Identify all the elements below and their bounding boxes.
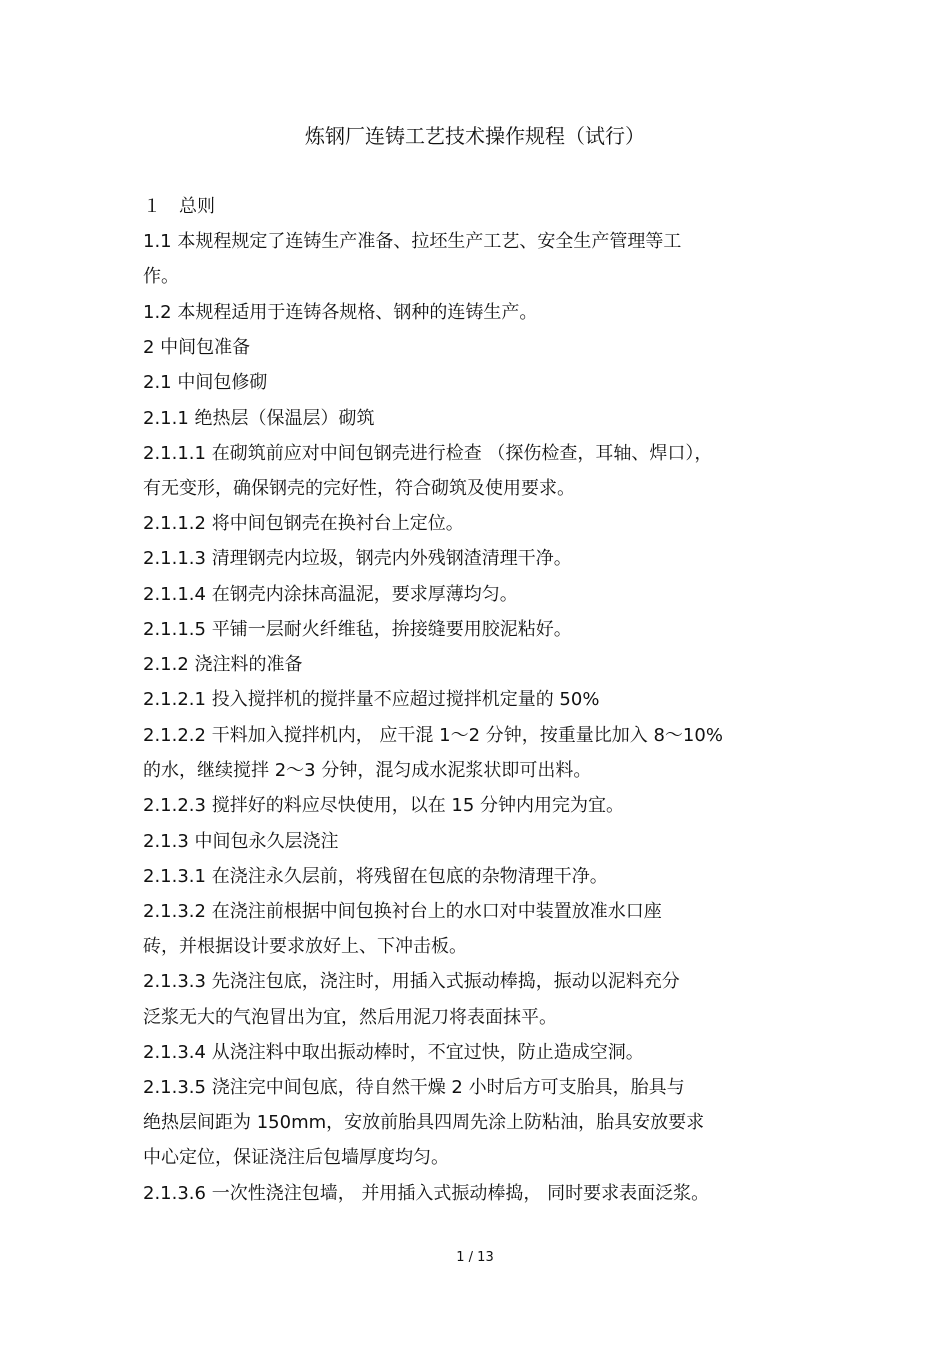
text-line: 2.1.2.1 投入搅拌机的搅拌量不应超过搅拌机定量的 50% (143, 689, 600, 710)
text-line: 2.1.3.5 浇注完中间包底，待自然干燥 2 小时后方可支胎具，胎具与 (143, 1077, 685, 1098)
text-line: 2.1.2.3 搅拌好的料应尽快使用，以在 15 分钟内用完为宜。 (143, 795, 625, 816)
text-line: 2.1.1.1 在砌筑前应对中间包钢壳进行检查 （探伤检查，耳轴、焊口）， (143, 443, 713, 464)
text-line: 2.1.1.5 平铺一层耐火纤维毡，拚接缝要用胶泥粘好。 (143, 619, 572, 640)
text-line: 2.1.1.3 清理钢壳内垃圾，钢壳内外残钢渣清理干净。 (143, 548, 572, 569)
text-line: 2.1.1.4 在钢壳内涂抹高温泥，要求厚薄均匀。 (143, 584, 518, 605)
text-line: 2.1 中间包修砌 (143, 372, 268, 393)
text-line: 1.2 本规程适用于连铸各规格、钢种的连铸生产。 (143, 302, 538, 323)
text-line: 2.1.3 中间包永久层浇注 (143, 831, 339, 852)
text-line: 2.1.3.3 先浇注包底，浇注时，用插入式振动棒捣，振动以泥料充分 (143, 971, 680, 992)
text-line: 2.1.3.4 从浇注料中取出振动棒时，不宜过快，防止造成空洞。 (143, 1042, 644, 1063)
text-line: 绝热层间距为 150mm，安放前胎具四周先涂上防粘油，胎具安放要求 (143, 1112, 705, 1133)
text-line: 的水，继续搅拌 2～3 分钟，混匀成水泥浆状即可出料。 (143, 760, 592, 781)
page-title: 炼钢厂连铸工艺技术操作规程（试行） (305, 124, 645, 148)
text-line: 2.1.2.2 干料加入搅拌机内， 应干混 1～2 分钟，按重量比加入 8～10% (143, 725, 723, 746)
text-line: 砖，并根据设计要求放好上、下冲击板。 (143, 936, 467, 957)
text-line: 2.1.1 绝热层（保温层）砌筑 (143, 408, 375, 429)
text-line: 2.1.3.1 在浇注永久层前，将残留在包底的杂物清理干净。 (143, 866, 608, 887)
text-line: 2 中间包准备 (143, 337, 251, 358)
text-line: 有无变形，确保钢壳的完好性，符合砌筑及使用要求。 (143, 478, 575, 499)
page-number: 1 / 13 (456, 1250, 494, 1265)
text-line: 2.1.2 浇注料的准备 (143, 654, 303, 675)
text-line: 2.1.1.2 将中间包钢壳在换衬台上定位。 (143, 513, 464, 534)
text-line: 2.1.3.6 一次性浇注包墙， 并用插入式振动棒捣， 同时要求表面泛浆。 (143, 1183, 710, 1204)
text-line: 1.1 本规程规定了连铸生产准备、拉坯生产工艺、安全生产管理等工 (143, 231, 682, 252)
text-line: １ 总则 (143, 196, 215, 217)
text-line: 中心定位，保证浇注后包墙厚度均匀。 (143, 1147, 449, 1168)
text-line: 泛浆无大的气泡冒出为宜，然后用泥刀将表面抹平。 (143, 1007, 557, 1028)
text-line: 作。 (143, 266, 179, 287)
text-line: 2.1.3.2 在浇注前根据中间包换衬台上的水口对中装置放准水口座 (143, 901, 662, 922)
